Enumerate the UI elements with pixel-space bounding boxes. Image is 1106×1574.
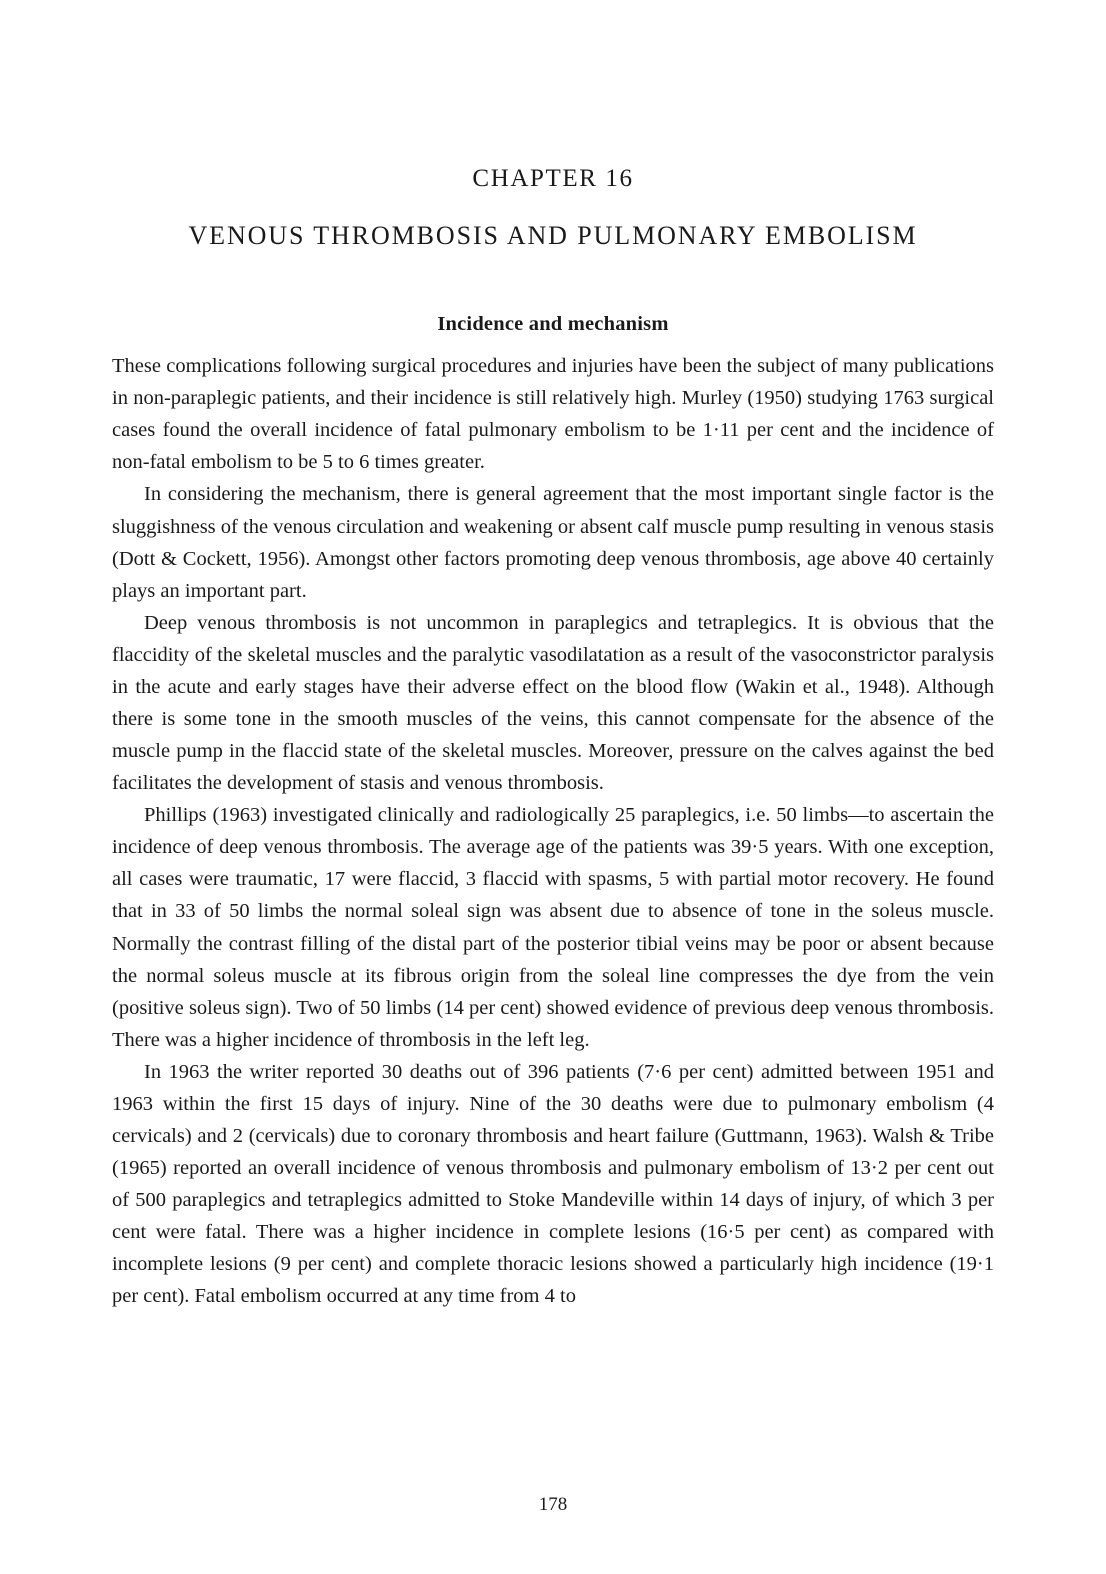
paragraph: Deep venous thrombosis is not uncommon in paraplegics and tetraplegics. It is obvious that the flaccidity of the skeletal muscles and the paralytic vasodilatation as a result of the vasoconstrictor paralysis in the acute and early stages have their adverse effect on the blood flow (Wakin et al., 1948). Although there is some tone in the smooth muscles of the veins, this cannot compensate for the absence of the muscle pump in the flaccid state of the skeletal muscles. Moreover, pressure on the calves against the bed facilitates the development of stasis and venous thrombosis. [112, 611, 994, 795]
page-number: 178 [538, 1494, 568, 1515]
paragraph: These complications following surgical procedures and injuries have been the subject of many publications in non-paraplegic patients, and their incidence is still relatively high. Murley (1950) studying 1763 surgical cases found the overall incidence of fatal pulmonary embolism to be 1·11 per cent and the incidence of non-fatal embolism to be 5 to 6 times greater. [112, 355, 994, 474]
chapter-title: VENOUS THROMBOSIS AND PULMONARY EMBOLISM [188, 221, 918, 250]
paragraph: In considering the mechanism, there is general agreement that the most important single factor is the sluggishness of the venous circulation and weakening or absent calf muscle pump resulting in venous stasis (Dott & Cockett, 1956). Amongst other factors promoting deep venous thrombosis, age above 40 certainly plays an important part. [112, 483, 994, 602]
section-heading: Incidence and mechanism [437, 313, 669, 336]
paragraph: In 1963 the writer reported 30 deaths out of 396 patients (7·6 per cent) admitted between 1951 and 1963 within the first 15 days of injury. Nine of the 30 deaths were due to pulmonary embolism (4 cervicals) and 2 (cervicals) due to coronary thrombosis and heart failure (Guttmann, 1963). Walsh & Tribe (1965) reported an overall incidence of venous thrombosis and pulmonary embolism of 13·2 per cent out of 500 paraplegics and tetraplegics admitted to Stoke Mandeville within 14 days of injury, of which 3 per cent were fatal. There was a higher incidence in complete lesions (16·5 per cent) as compared with incomplete lesions (9 per cent) and complete thoracic lesions showed a particularly high incidence (19·1 per cent). Fatal embolism occurred at any time from 4 to [112, 1060, 994, 1308]
paragraph: Phillips (1963) investigated clinically and radiologically 25 paraplegics, i.e. 50 limbs—to ascertain the incidence of deep venous thrombosis. The average age of the patients was 39·5 years. With one exception, all cases were traumatic, 17 were flaccid, 3 flaccid with spasms, 5 with partial motor recovery. He found that in 33 of 50 limbs the normal soleal sign was absent due to absence of tone in the soleus muscle. Normally the contrast filling of the distal part of the posterior tibial veins may be poor or absent because the normal soleus muscle at its fibrous origin from the soleal line compresses the dye from the vein (positive soleus sign). Two of 50 limbs (14 per cent) showed evidence of previous deep venous thrombosis. There was a higher incidence of thrombosis in the left leg. [112, 804, 994, 1051]
chapter-number: CHAPTER 16 [472, 165, 634, 192]
